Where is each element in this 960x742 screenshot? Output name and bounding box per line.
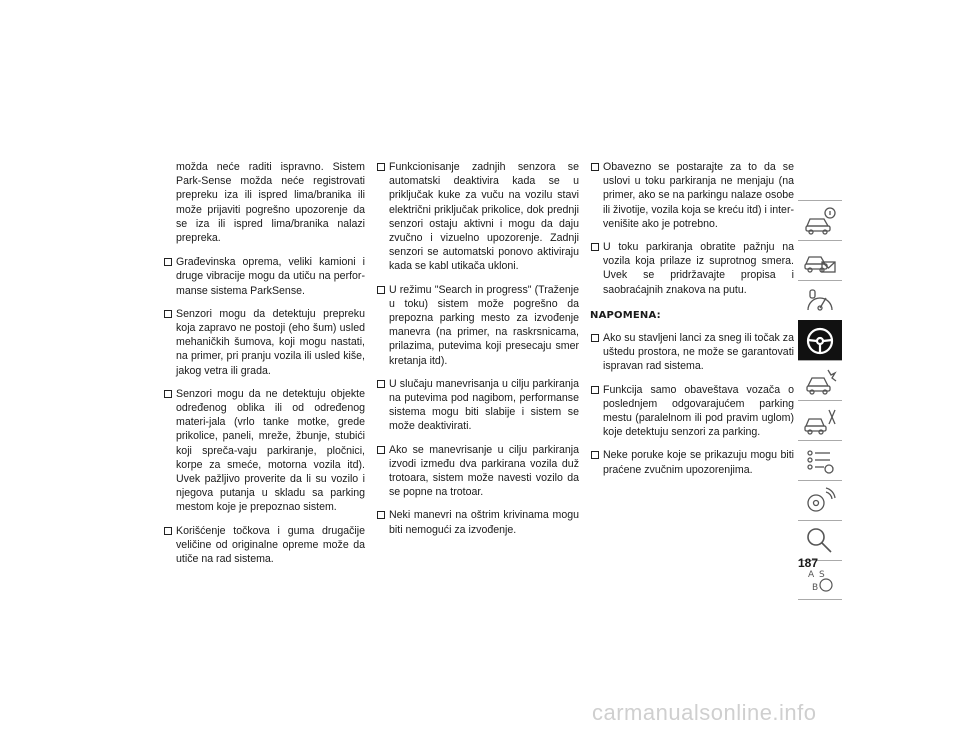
bullet-square-icon (377, 380, 385, 388)
svg-text:A: A (808, 570, 815, 580)
search-icon (802, 524, 838, 558)
car-mail-icon (802, 244, 838, 278)
bullet-square-icon (377, 446, 385, 454)
tab-car-mail[interactable] (798, 240, 842, 280)
list-item (163, 307, 365, 378)
list-item (590, 240, 794, 297)
list-item (376, 508, 579, 536)
list-item (376, 160, 579, 274)
bullet-square-icon (377, 163, 385, 171)
bullet-square-icon (591, 386, 599, 394)
list-item (376, 283, 579, 368)
list-item (376, 377, 579, 434)
list-item (590, 160, 794, 231)
tab-steering-wheel[interactable] (798, 320, 842, 360)
bullet-square-icon (591, 334, 599, 342)
tab-multimedia[interactable] (798, 480, 842, 520)
list-item-text: Funkcionisanje zadnjih senzora se automatski deaktivira kada se u priključak kuke za vuču na vozilu stavi električni priključak prikolice, dok prednji senzori ostaju aktivni i mogu da daju zvučno i vizuelno upozorenje. Zadnji senzori se automatski ponovo aktiviraju kada se kabl utikača ukloni. (389, 161, 579, 273)
note-item-text: Neke poruke koje se prikazuju mogu biti praćene zvučnim upozorenjima. (603, 449, 794, 476)
bullet-square-icon (591, 243, 599, 251)
bullet-square-icon (591, 163, 599, 171)
tab-car-crash[interactable] (798, 360, 842, 400)
text-column-3 (590, 160, 794, 486)
note-heading: NAPOMENA: (590, 309, 661, 321)
steering-wheel-icon (802, 324, 838, 358)
tab-car-info[interactable] (798, 200, 842, 240)
tab-gauge[interactable] (798, 280, 842, 320)
bullet-square-icon (377, 511, 385, 519)
page-number: 187 (798, 556, 819, 570)
list-item-text: Senzori mogu da ne detektuju objekte određenog oblika ili od određenog materi-jala (vrlo tanke motke, grede prikolice, paneli, mreže, žbunje, stubići koji spreča-vaju parkiranje, pločnici, korpe za smeće, motorna vozila itd). Uvek pažljivo proverite da li su vozilo i njegova putanja u skladu sa parking mestom koje je prepoznao sistem. (176, 387, 365, 514)
tab-search[interactable] (798, 520, 842, 560)
note-item (590, 331, 794, 374)
note-item-text: Funkcija samo obaveštava vozača o poslednjem odgovarajućem parking mestu (paralelnom ili pod pravim uglom) koje detektuju senzori za parking. (603, 383, 794, 439)
list-item-text: U toku parkiranja obratite pažnju na vozila koja prilaze iz suprotnog smera. Uvek se pridržavajte propisa i saobraćajnih znakova na putu. (603, 241, 794, 296)
bullet-square-icon (164, 390, 172, 398)
note-item-text: Ako su stavljeni lanci za sneg ili točak za uštedu prostora, ne može se garantovati ispravan rad sistema. (603, 332, 794, 373)
list-item-text: Građevinska oprema, veliki kamioni i druge vibracije mogu da utiču na perfor-manse sistema ParkSense. (176, 256, 365, 297)
chapter-tabs-sidebar (798, 200, 842, 600)
bullet-square-icon (164, 527, 172, 535)
multimedia-icon (802, 484, 838, 518)
text-column-2 (376, 160, 579, 546)
maintenance-list-icon (802, 444, 838, 478)
list-item-text: Senzori mogu da detektuju prepreku koja zapravo ne postoji (eho šum) usled mehaničkih šumova, koji mogu nastati, na primer, pri pranju vozila ili usled kiše, jakog vetra ili grada. (176, 307, 365, 377)
tab-car-tools[interactable] (798, 400, 842, 440)
note-item (590, 448, 794, 476)
bullet-square-icon (164, 258, 172, 266)
gauge-icon (802, 284, 838, 318)
svg-text:S: S (819, 570, 825, 580)
intro-paragraph: možda neće raditi ispravno. Sistem Park-Sense možda neće registrovati prepreku iza ili ispred lima/branika ili može prijaviti pogrešno upozorenje da se iza ili ispred lima/branika nalazi prepreka. (176, 161, 365, 245)
list-item-text: Ako se manevrisanje u cilju parkiranja izvodi između dva parkirana vozila duž trotoara, sistem može navesti vozilo da se popne na trotoar. (389, 443, 579, 499)
tab-maintenance-list[interactable] (798, 440, 842, 480)
bullet-square-icon (377, 286, 385, 294)
svg-text:B: B (812, 583, 819, 593)
list-item (163, 387, 365, 515)
list-item-text: Neki manevri na oštrim krivinama mogu biti nemogući za izvođenje. (389, 509, 579, 536)
bullet-square-icon (164, 310, 172, 318)
watermark-text: carmanualsonline.info (592, 700, 817, 725)
list-item-text: Korišćenje točkova i guma drugačije veličine od originalne opreme može da utiče na rad sistema. (176, 524, 365, 566)
car-tools-icon (802, 404, 838, 438)
list-item (163, 255, 365, 298)
list-item (376, 443, 579, 500)
list-item (163, 524, 365, 567)
list-item-text: U slučaju manevrisanja u cilju parkiranja na putevima pod nagibom, performanse sistema mogu biti slabije i sistem se može deaktivirati. (389, 377, 579, 433)
list-item-text: Obavezno se postarajte za to da se uslovi u toku parkiranja ne menjaju (na primer, ako se na parkingu nalaze osobe ili životije, vozila koja se kreću itd) i inter-venišite ako je potrebno. (603, 161, 794, 230)
bullet-square-icon (591, 451, 599, 459)
list-item-text: U režimu "Search in progress" (Traženje u toku) sistem može pogrešno da prepozna parking mesto za izvođenje manevra (na primer, na raskrsnicama, prilazima, putevima koji presecaju smer kretanja itd). (389, 283, 579, 367)
car-crash-icon (802, 364, 838, 398)
note-item (590, 383, 794, 440)
text-column-1 (163, 160, 365, 575)
car-info-icon (802, 204, 838, 238)
